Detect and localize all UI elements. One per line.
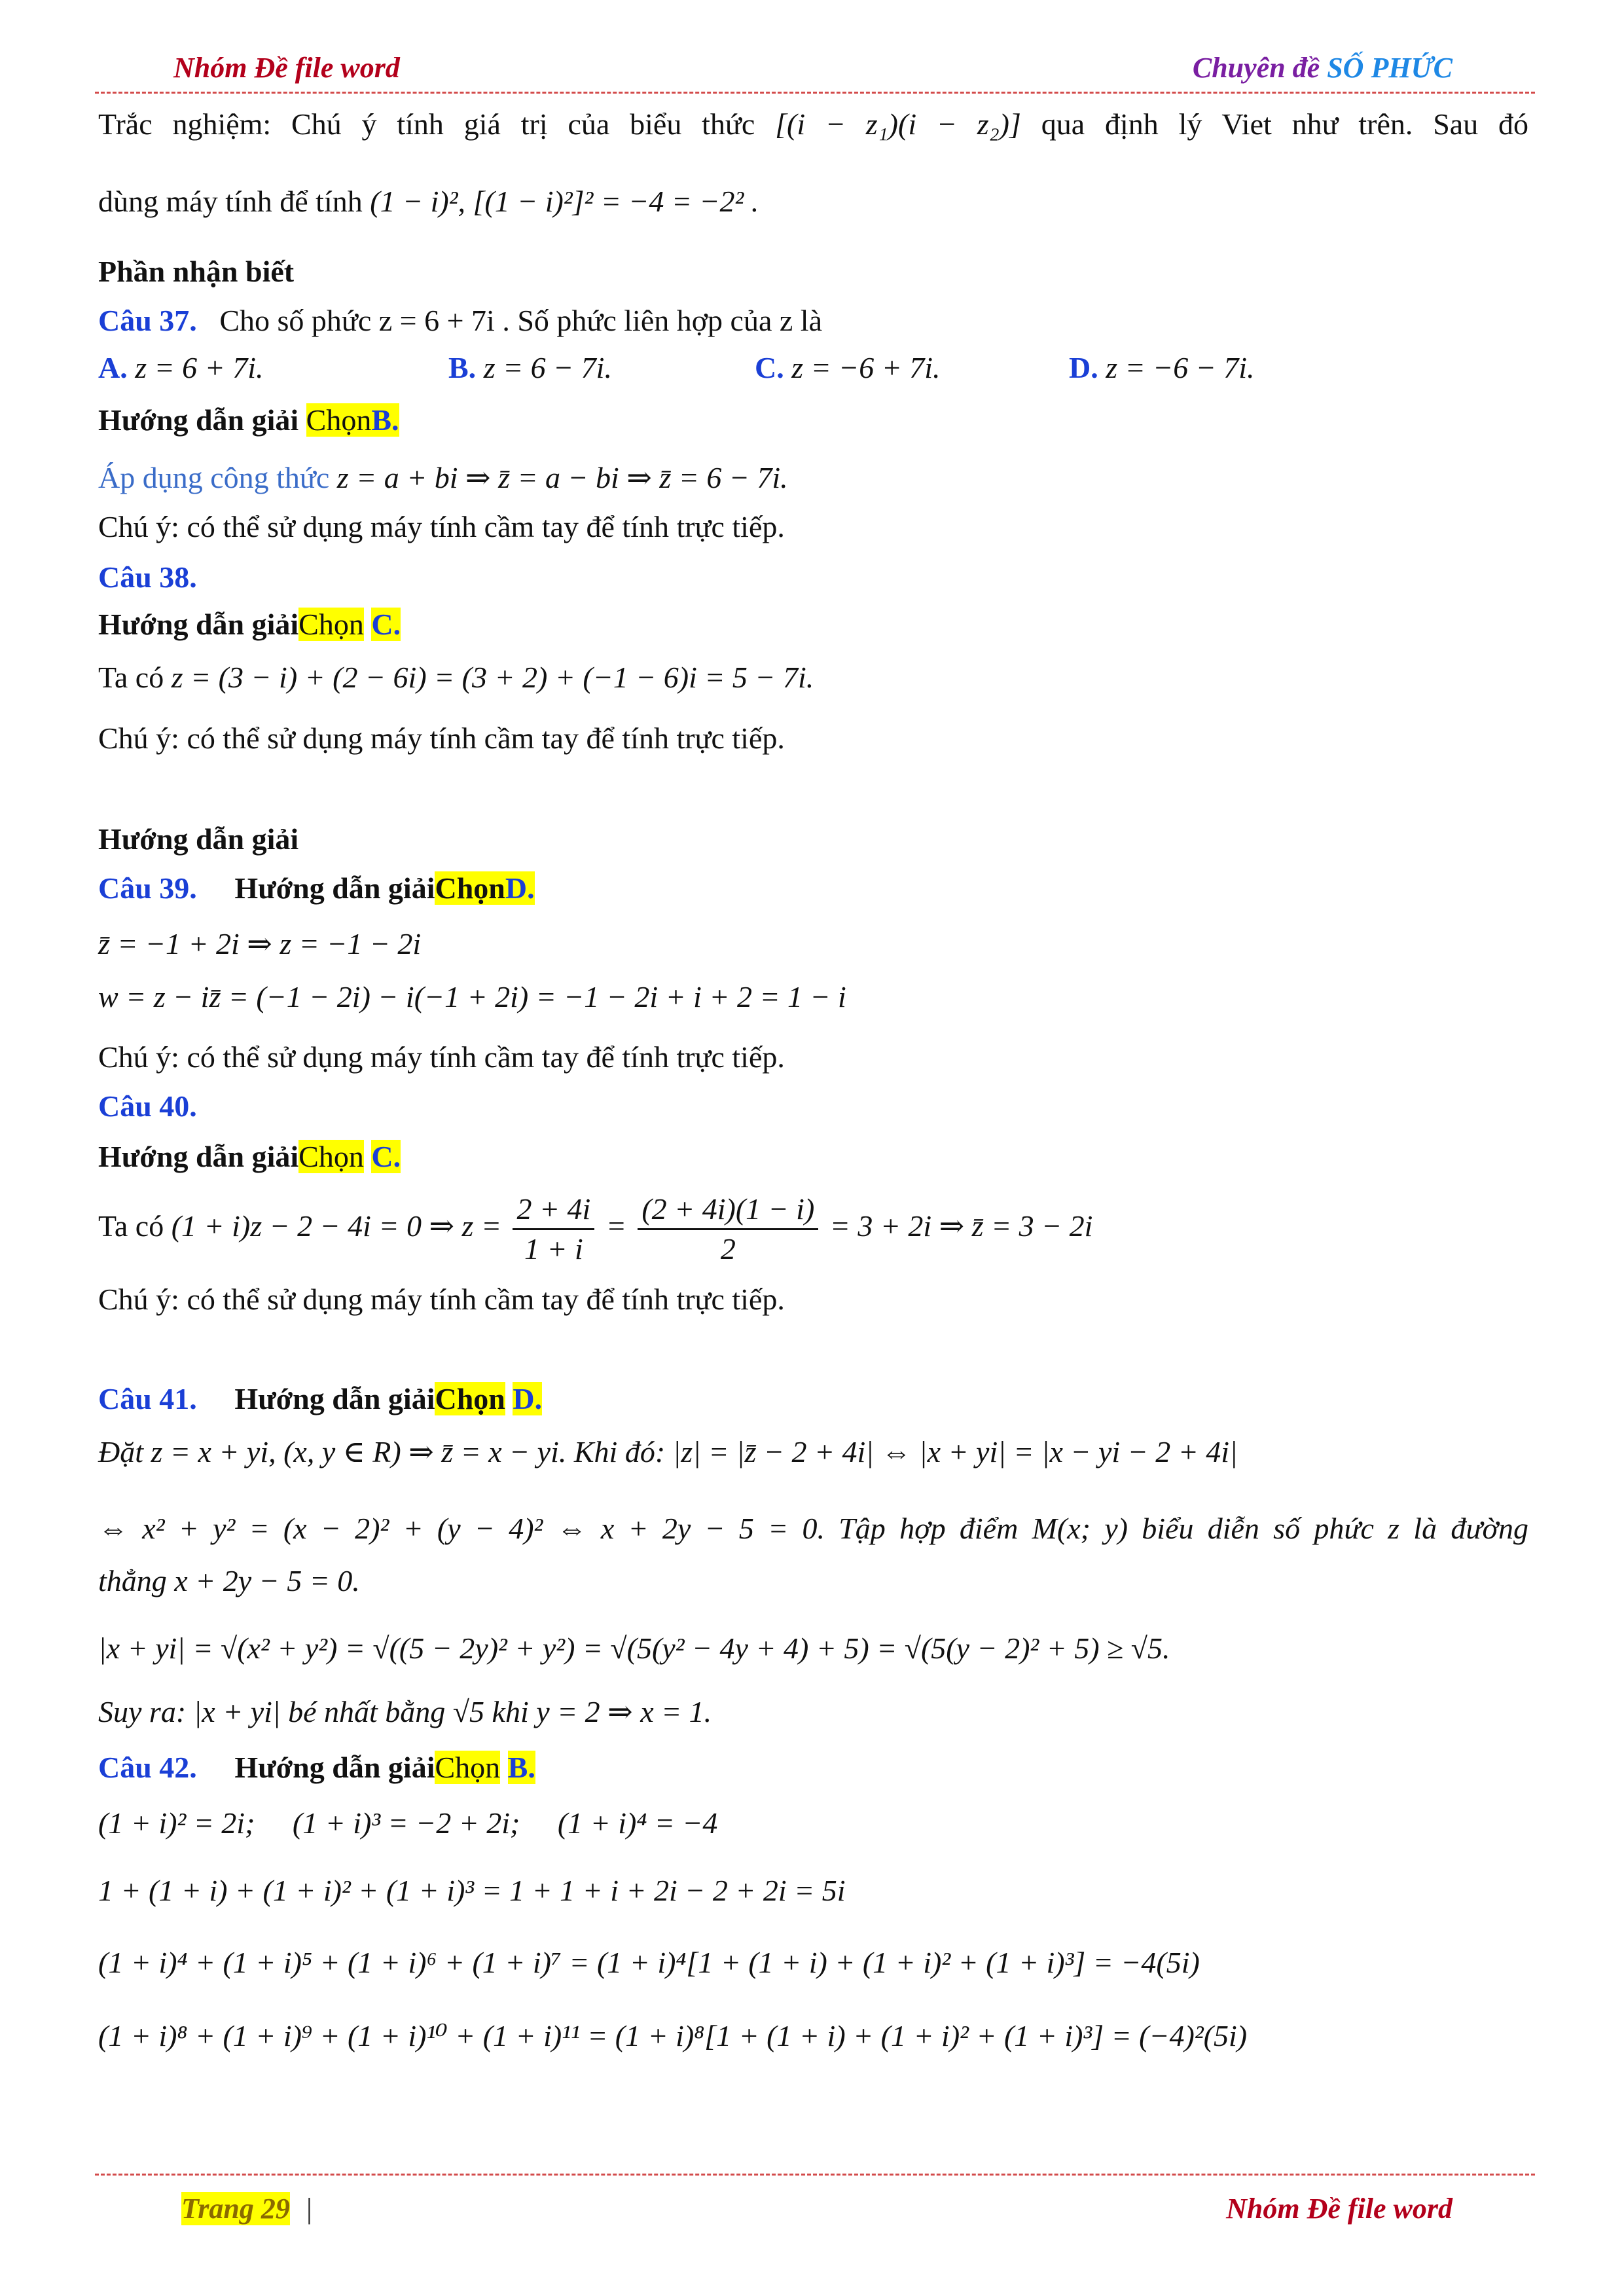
- header-topic: [1193, 51, 1453, 84]
- guide-label: Hướng dẫn giải: [98, 403, 299, 437]
- header-divider: [95, 92, 1535, 94]
- answer-letter: C.: [371, 1140, 401, 1173]
- header-group-name: Nhóm Đề file word: [173, 52, 400, 84]
- solution-expr-a: (1 + i)z − 2 − 4i = 0 ⇒ z =: [171, 1209, 501, 1243]
- fraction-numerator: 2 + 4i: [513, 1190, 594, 1230]
- q42-line-1: (1 + i)² = 2i; (1 + i)³ = −2 + 2i; (1 + i)⁴ = −4: [98, 1806, 718, 1840]
- q41-line-3: thẳng x + 2y − 5 = 0.: [98, 1564, 360, 1597]
- footer-page-number: Trang 29: [181, 2193, 290, 2225]
- answer-letter: B.: [371, 403, 399, 437]
- answer-letter: D.: [505, 871, 535, 905]
- intro-expr-1: [(i − z₁)(i − z₂)]: [775, 107, 1021, 141]
- q42-guide: [98, 1748, 535, 1787]
- option-letter: B.: [448, 351, 477, 384]
- q37-option-c: [755, 348, 941, 388]
- choose-label: Chọn: [306, 403, 372, 437]
- option-letter: A.: [98, 351, 128, 384]
- q42-line-4: (1 + i)⁸ + (1 + i)⁹ + (1 + i)¹⁰ + (1 + i)¹¹ = (1 + i)⁸[1 + (1 + i) + (1 + i)² + (1 + i)³] = (−4)²(5i): [98, 2019, 1248, 2052]
- solution-expr: z = (3 − i) + (2 − 6i) = (3 + 2) + (−1 − 6)i = 5 − 7i.: [171, 661, 814, 694]
- answer-letter: C.: [371, 608, 401, 641]
- option-value: z = −6 + 7i.: [791, 351, 941, 384]
- q40-label: Câu 40.: [98, 1089, 197, 1123]
- guide-label: Hướng dẫn giải: [98, 1140, 299, 1173]
- header-topic-accent: SỐ PHỨC: [1327, 52, 1453, 84]
- q37-label: Câu 37.: [98, 304, 197, 337]
- header-topic-prefix: Chuyên đề: [1192, 52, 1320, 84]
- option-value: z = 6 − 7i.: [483, 351, 612, 384]
- fraction-denominator: 1 + i: [524, 1232, 583, 1266]
- choose-label: Chọn: [298, 1140, 364, 1173]
- q41-line-2: ⇔ x² + y² = (x − 2)² + (y − 4)² ⇔ x + 2y − 5 = 0. Tập hợp điểm M(x; y) biểu diễn số phức z là đường: [98, 1512, 1528, 1545]
- choose-label: Chọn: [435, 871, 505, 905]
- q42-line-3: (1 + i)⁴ + (1 + i)⁵ + (1 + i)⁶ + (1 + i)⁷ = (1 + i)⁴[1 + (1 + i) + (1 + i)² + (1 + i)³] = −4(5i): [98, 1946, 1200, 1979]
- guide-label: Hướng dẫn giải: [234, 1751, 435, 1784]
- option-value: z = −6 − 7i.: [1106, 351, 1255, 384]
- q37-option-b: [448, 348, 612, 388]
- q39-guide: [98, 869, 535, 908]
- q39-note: Chú ý: có thể sử dụng máy tính cầm tay để tính trực tiếp.: [98, 1040, 785, 1074]
- choose-label: Chọn: [298, 608, 364, 641]
- lead-text: Ta có: [98, 661, 164, 694]
- q37-text: Cho số phức z = 6 + 7i . Số phức liên hợp của z là: [219, 304, 823, 337]
- q38-guide: [98, 605, 401, 644]
- answer-letter: D.: [513, 1382, 543, 1415]
- fraction-2: [638, 1190, 818, 1268]
- guide-label: Hướng dẫn giải: [234, 1382, 435, 1415]
- q42-label: Câu 42.: [98, 1751, 197, 1784]
- option-value: z = 6 + 7i.: [135, 351, 264, 384]
- apply-expr: z = a + bi ⇒ z̄ = a − bi ⇒ z̄ = 6 − 7i.: [336, 461, 788, 494]
- intro-text-2: dùng máy tính để tính: [98, 185, 363, 218]
- footer-group-name: Nhóm Đề file word: [1226, 2193, 1453, 2225]
- fraction-numerator: (2 + 4i)(1 − i): [638, 1190, 818, 1230]
- answer-letter: B.: [507, 1751, 535, 1784]
- q41-line-5: Suy ra: |x + yi| bé nhất bằng √5 khi y = 2 ⇒ x = 1.: [98, 1695, 712, 1728]
- intro-line-1: [98, 105, 1528, 144]
- intro-expr-2: (1 − i)², [(1 − i)²]² = −4 = −2² .: [370, 185, 759, 218]
- section-title: Phần nhận biết: [98, 255, 295, 288]
- fraction-denominator: 2: [720, 1232, 736, 1266]
- q38-solution: [98, 658, 814, 697]
- intro-tail-1: qua định lý Viet như trên. Sau đó: [1041, 107, 1529, 141]
- q40-solution: Ta có (1 + i)z − 2 − 4i = 0 ⇒ z = $\frac{2 + 4i}{1 + i}$ = $\frac{(2 + 4i)(1 - i)}{2}$ = 3 + 2i ⇒ z̄ = 3 − 2i: [98, 1190, 1092, 1268]
- q37-guide: [98, 401, 399, 440]
- q41-line-4: |x + yi| = √(x² + y²) = √((5 − 2y)² + y²) = √(5(y² − 4y + 4) + 5) = √(5(y − 2)² + 5) ≥ √5.: [98, 1631, 1170, 1665]
- intro-text-1: Trắc nghiệm: Chú ý tính giá trị của biểu thức: [98, 107, 755, 141]
- q42-line-2: 1 + (1 + i) + (1 + i)² + (1 + i)³ = 1 + 1 + i + 2i − 2 + 2i = 5i: [98, 1874, 846, 1907]
- fraction-1: [513, 1190, 594, 1268]
- apply-text: Áp dụng công thức: [98, 461, 330, 494]
- solution-expr-b: = 3 + 2i ⇒ z̄ = 3 − 2i: [829, 1209, 1093, 1243]
- q37-option-a: [98, 348, 264, 388]
- q39-line-2: w = z − iz̄ = (−1 − 2i) − i(−1 + 2i) = −1 − 2i + i + 2 = 1 − i: [98, 980, 846, 1013]
- q39-line-1: z̄ = −1 + 2i ⇒ z = −1 − 2i: [98, 927, 422, 960]
- q37-question: [98, 301, 822, 340]
- q41-guide: [98, 1379, 542, 1419]
- footer-separator: |: [306, 2193, 312, 2225]
- q38-note: Chú ý: có thể sử dụng máy tính cầm tay để tính trực tiếp.: [98, 721, 785, 755]
- guide-label: Hướng dẫn giải: [234, 871, 435, 905]
- lead-text: Ta có: [98, 1209, 164, 1243]
- option-letter: C.: [755, 351, 784, 384]
- q41-label: Câu 41.: [98, 1382, 197, 1415]
- q37-options: [98, 348, 1473, 388]
- q37-apply: [98, 458, 788, 498]
- q38-label: Câu 38.: [98, 560, 197, 594]
- guide-label: Hướng dẫn giải: [98, 608, 299, 641]
- standalone-guide: Hướng dẫn giải: [98, 822, 299, 856]
- choose-label: Chọn: [435, 1382, 505, 1415]
- q37-option-d: [1069, 348, 1255, 388]
- footer-divider: [95, 2174, 1535, 2176]
- choose-label: Chọn: [435, 1751, 501, 1784]
- intro-line-2: [98, 182, 759, 221]
- q40-note: Chú ý: có thể sử dụng máy tính cầm tay để tính trực tiếp.: [98, 1283, 785, 1316]
- q39-label: Câu 39.: [98, 871, 197, 905]
- q37-note: Chú ý: có thể sử dụng máy tính cầm tay để tính trực tiếp.: [98, 510, 785, 543]
- q41-line-1: Đặt z = x + yi, (x, y ∈ R) ⇒ z̄ = x − yi. Khi đó: |z| = |z̄ − 2 + 4i| ⇔ |x + yi| = |x − yi − 2 + 4i|: [98, 1435, 1238, 1468]
- q40-guide: [98, 1137, 401, 1176]
- option-letter: D.: [1069, 351, 1098, 384]
